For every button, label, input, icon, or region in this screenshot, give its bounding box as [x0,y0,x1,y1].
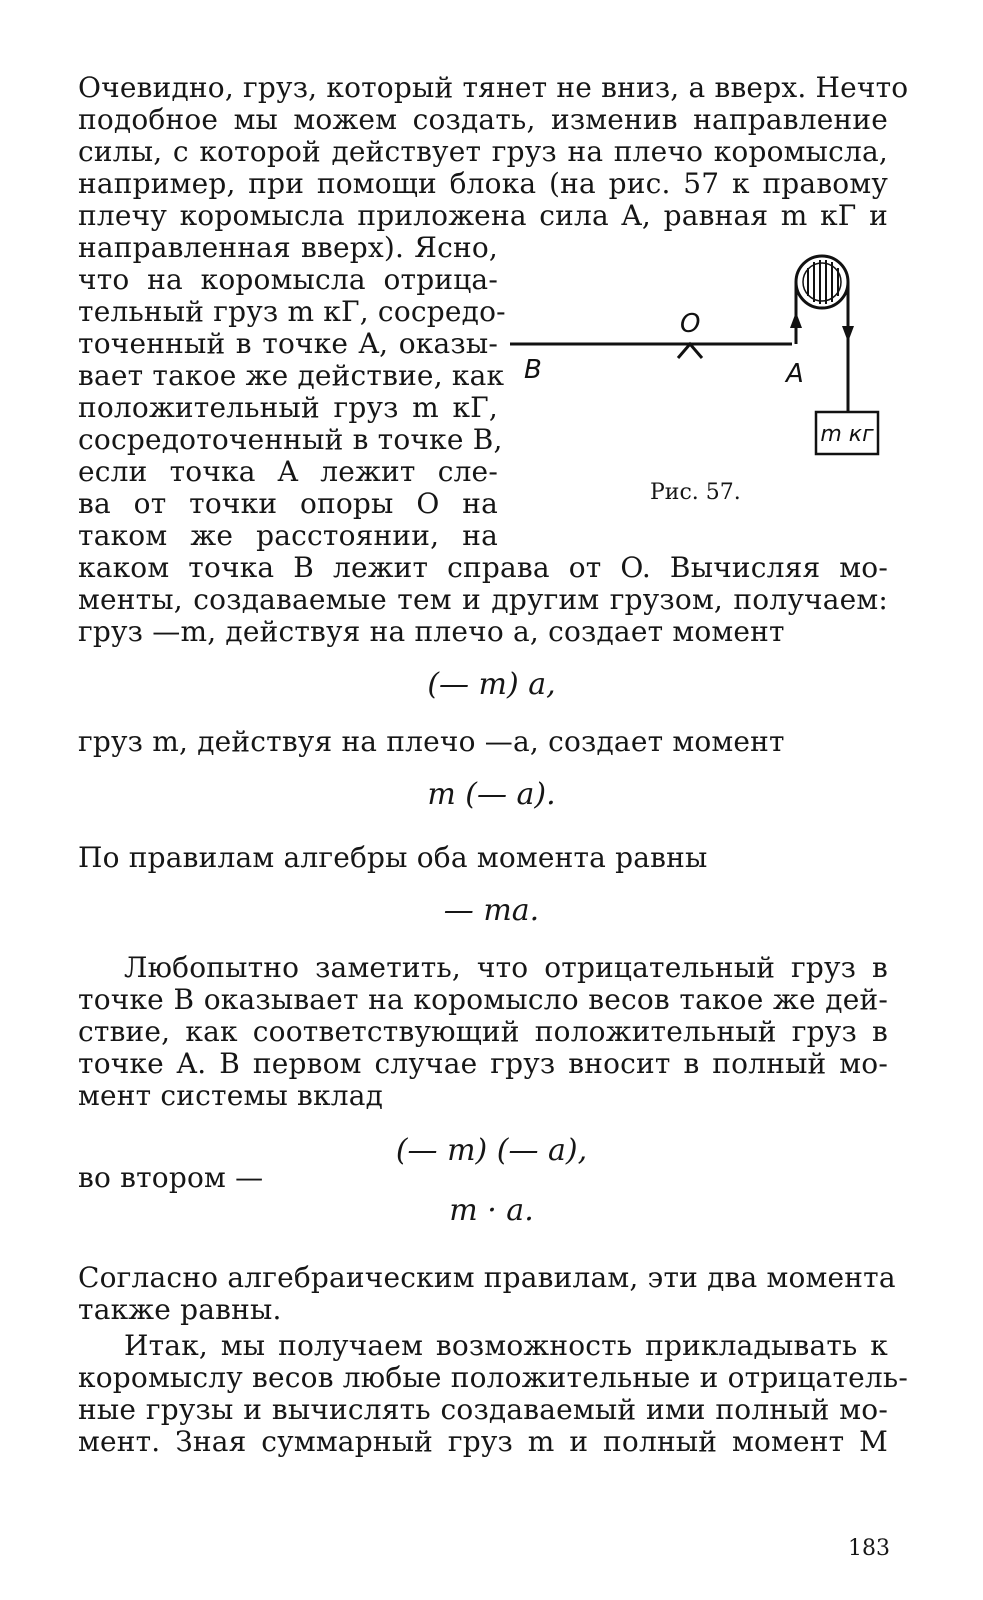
text-line: например, при помощи блока (на рис. 57 к правому [78,167,888,200]
text-line: во втором — [78,1161,264,1194]
text-line: также равны. [78,1293,282,1326]
weight-label: m кг [820,422,874,447]
label-b: B [524,355,542,385]
text-line: мент. Зная суммарный груз m и полный момент M [78,1425,888,1458]
fulcrum-icon [678,344,702,358]
figure-caption: Рис. 57. [650,480,741,505]
text-line: точенный в точке A, оказы- [78,327,498,360]
text-line: положительный груз m кГ, [78,391,498,424]
formula: m (— a). [427,777,556,812]
text-line: ва от точки опоры O на [78,487,498,520]
text-line: плечу коромысла приложена сила A, равная m кГ и [78,199,888,232]
text-line: ствие, как соответствующий положительный груз в [78,1015,888,1048]
text-line: мент системы вклад [78,1079,384,1112]
text-line: точке B оказывает на коромысло весов такое же дей- [78,983,888,1016]
text-line: груз m, действуя на плечо —a, создает момент [78,725,785,758]
pulley-icon [796,256,848,308]
text-line: если точка A лежит сле- [78,455,498,488]
arrow-down-icon [842,326,854,342]
formula: m · a. [449,1193,534,1228]
arrow-up-icon [790,312,802,328]
text-line: таком же расстоянии, на [78,519,498,552]
text-line: тельный груз m кГ, сосредо- [78,295,506,328]
text-line: что на коромысла отрица- [78,263,498,296]
text-line: точке A. В первом случае груз вносит в полный мо- [78,1047,888,1080]
text-line: сосредоточенный в точке B, [78,423,503,456]
text-line: Согласно алгебраическим правилам, эти два момента [78,1261,896,1294]
text-line: вает такое же действие, как [78,359,505,392]
text-line: ные грузы и вычислять создаваемый ими полный мо- [78,1393,888,1426]
label-o: O [680,309,701,339]
text-line: коромыслу весов любые положительные и отрицатель- [78,1361,909,1394]
text-line: направленная вверх). Ясно, [78,231,498,264]
text-line: подобное мы можем создать, изменив направление [78,103,888,136]
formula: — ma. [443,893,540,928]
text-line: Любопытно заметить, что отрицательный груз в [124,951,888,984]
formula: (— m) (— a), [395,1133,588,1168]
text-line: Итак, мы получаем возможность прикладывать к [124,1329,888,1362]
label-a: A [786,359,804,389]
text-line: груз —m, действуя на плечо a, создает момент [78,615,785,648]
page-number: 183 [848,1536,890,1561]
text-line: Очевидно, груз, который тянет не вниз, а вверх. Нечто [78,71,909,104]
text-line: каком точка B лежит справа от O. Вычисляя мо- [78,551,888,584]
text-line: менты, создаваемые тем и другим грузом, получаем: [78,583,888,616]
formula: (— m) a, [427,667,556,702]
text-line: силы, с которой действует груз на плечо коромысла, [78,135,888,168]
text-line: По правилам алгебры оба момента равны [78,841,708,874]
